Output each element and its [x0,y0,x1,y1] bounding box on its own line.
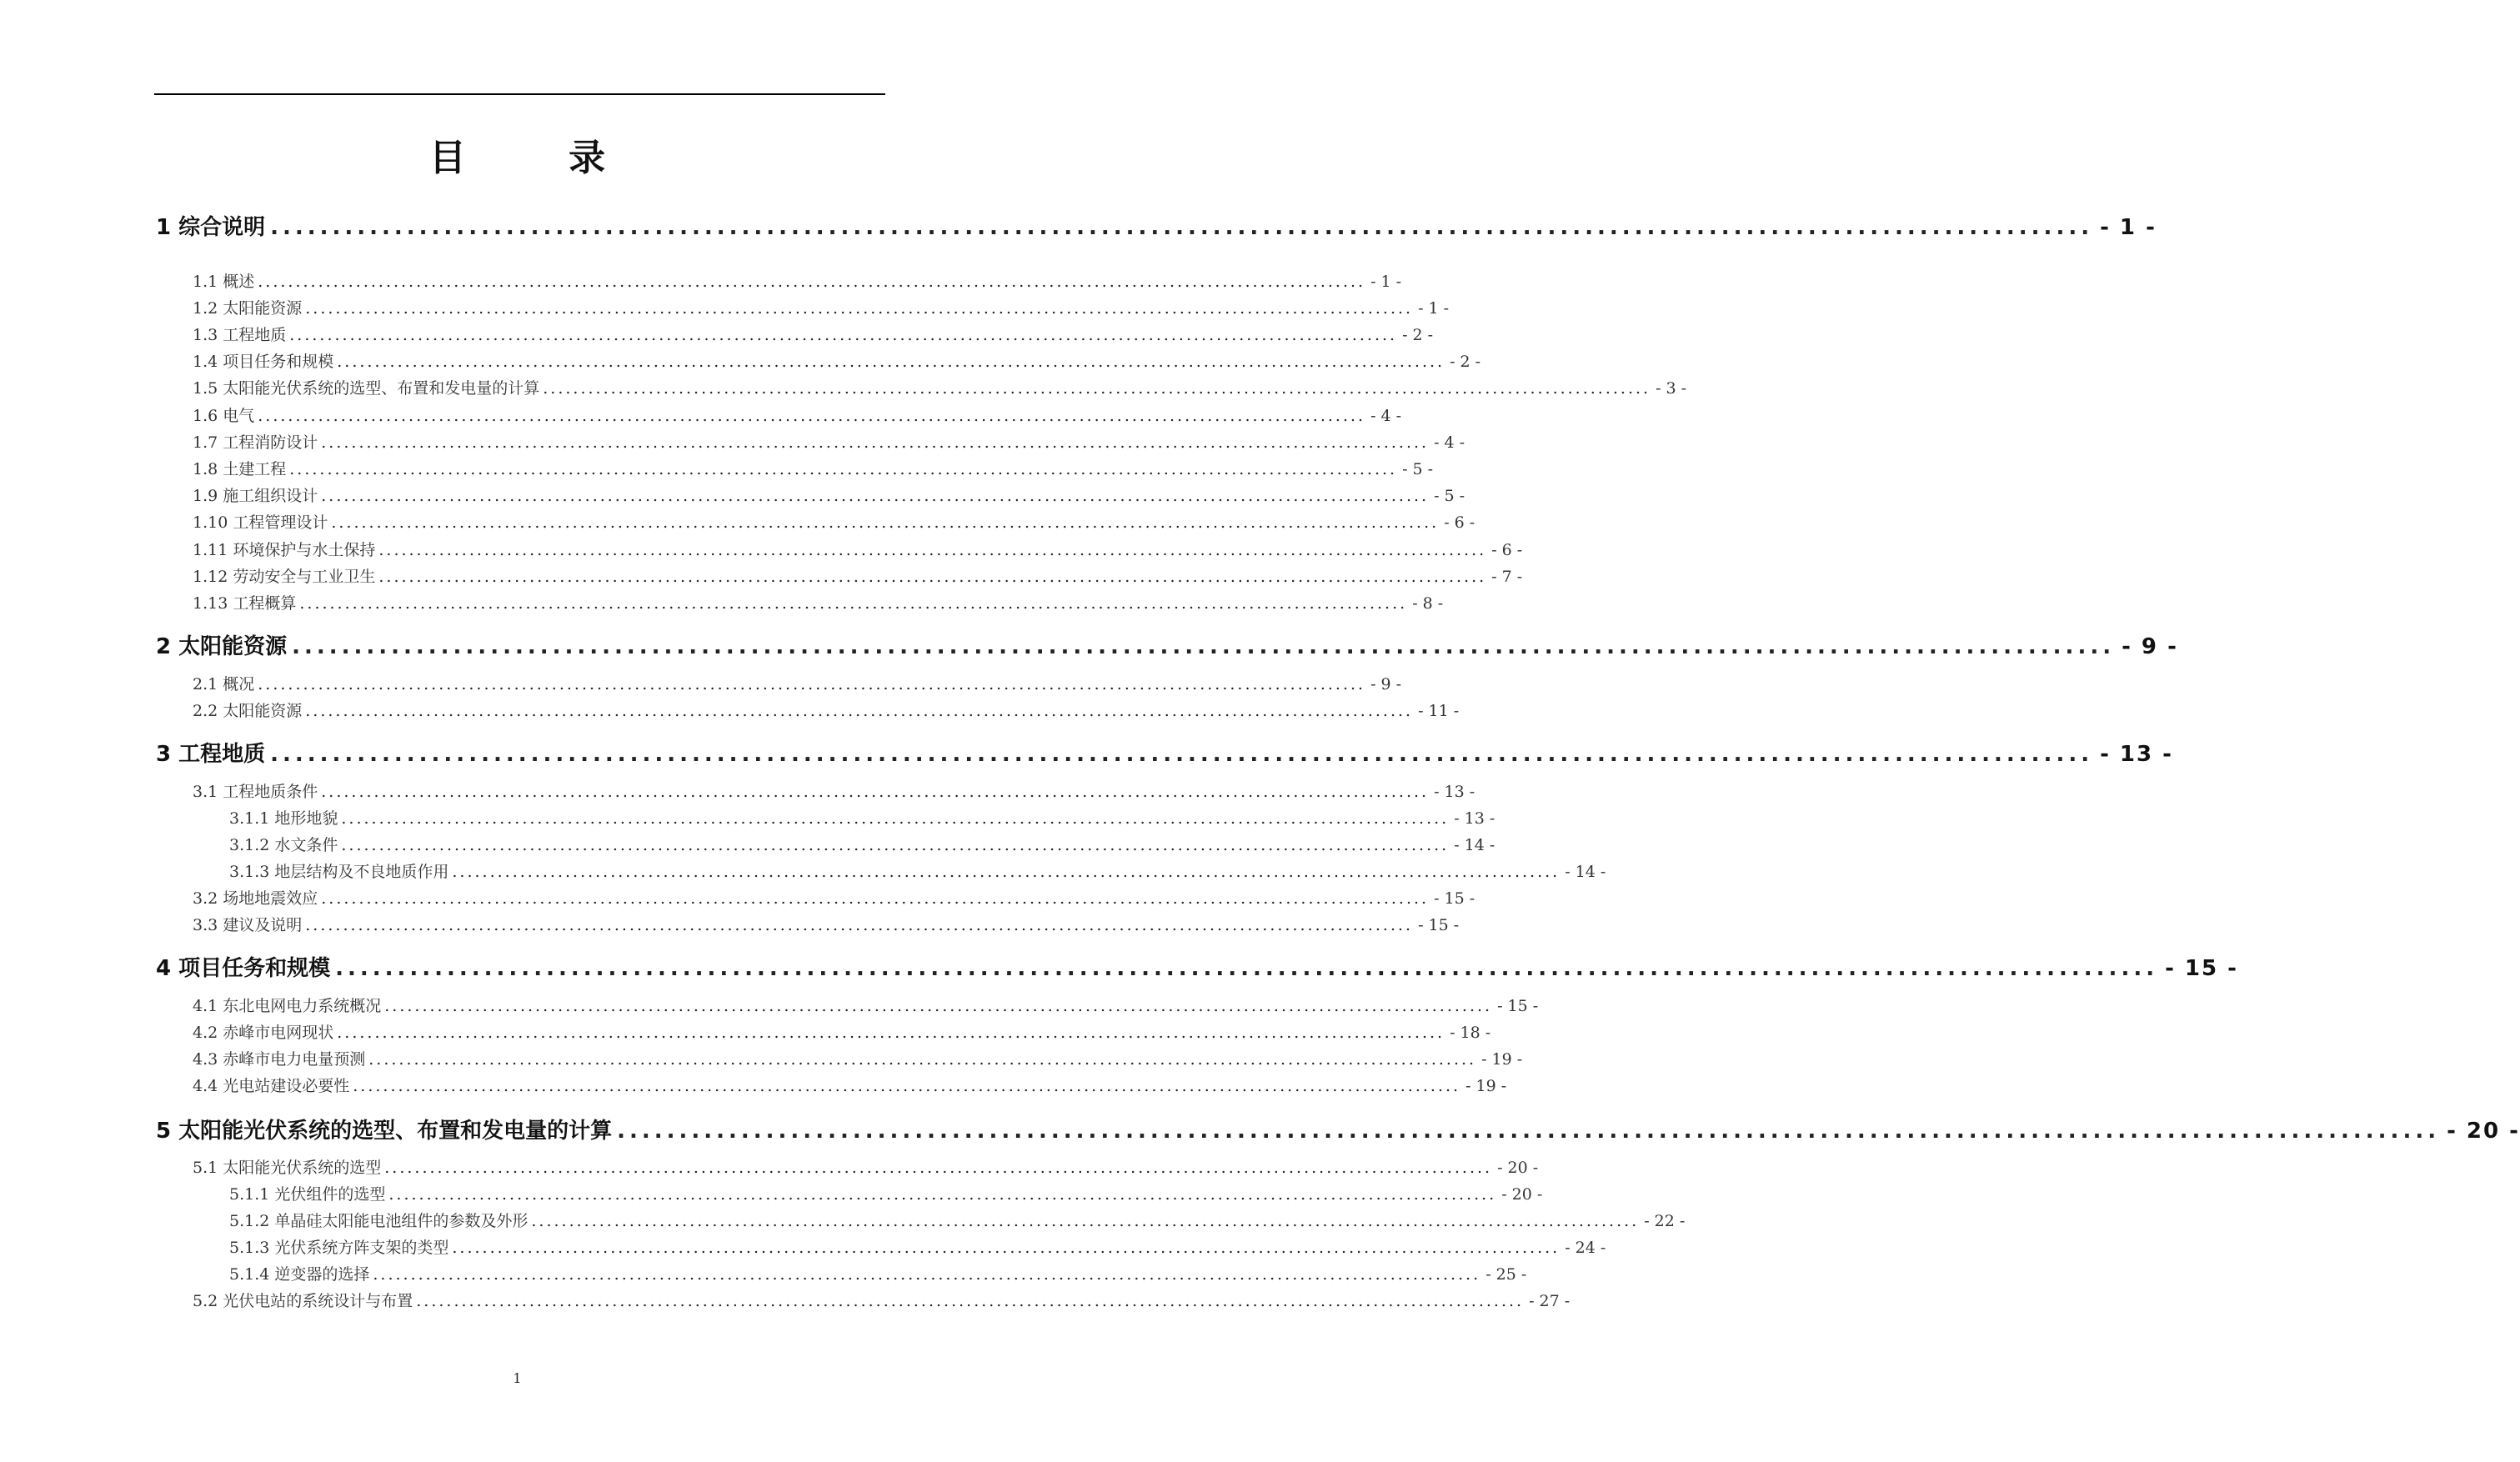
toc-entry-label: 3.3 建议及说明 [193,916,303,934]
toc-section-entry[interactable] [193,672,1402,694]
toc-entry-label: 3.2 场地地震效应 [193,889,318,908]
toc-entry-label: 5.1.4 逆变器的选择 [229,1265,370,1284]
toc-entry-label: 5 太阳能光伏系统的选型、布置和发电量的计算 [156,1119,613,1144]
toc-dot-leader: ................................................................................................................................................... [331,513,1440,532]
toc-entry-page: - 6 - [1491,541,1523,559]
toc-dot-leader: ................................................................................................................................................... [337,353,1445,371]
toc-entry-page: - 5 - [1434,487,1465,505]
toc-entry-label: 4.1 东北电网电力系统概况 [193,997,382,1015]
toc-entry-label: 3 工程地质 [156,742,266,767]
toc-dot-leader: ................................................................................................................................................... [270,742,2094,767]
toc-dot-leader: ................................................................................................................................................... [335,956,2159,981]
toc-section-entry[interactable] [193,349,1481,372]
toc-dot-leader: ................................................................................................................................................... [337,1024,1445,1042]
toc-entry-label: 1.13 工程概算 [193,594,297,613]
toc-title: 目 录 [428,137,639,179]
toc-entry-page: - 1 - [1418,299,1450,318]
toc-dot-leader: ................................................................................................................................................... [384,997,1493,1015]
toc-dot-leader: ................................................................................................................................................... [388,1185,1497,1204]
toc-entry-label: 3.1 工程地质条件 [193,783,318,801]
toc-entry-page: - 6 - [1444,513,1475,532]
toc-dot-leader: ................................................................................................................................................... [378,568,1487,586]
toc-dot-leader: ................................................................................................................................................... [452,1239,1561,1257]
toc-dot-leader: ................................................................................................................................................... [305,702,1414,720]
toc-dot-leader: ................................................................................................................................................... [341,809,1450,828]
toc-dot-leader: ................................................................................................................................................... [341,836,1450,854]
toc-entry-label: 1 综合说明 [156,215,266,240]
toc-entry-page: - 15 - [1497,997,1539,1015]
toc-entry-label: 5.1.2 单晶硅太阳能电池组件的参数及外形 [229,1212,529,1230]
toc-dot-leader: ................................................................................................................................................... [416,1292,1525,1310]
toc-dot-leader: ................................................................................................................................................... [321,487,1430,505]
toc-section-entry[interactable] [193,403,1402,426]
toc-section-entry[interactable] [193,269,1402,292]
header-rule [154,93,885,95]
toc-section-entry[interactable] [229,806,1495,829]
toc-chapter-entry[interactable] [156,951,2238,982]
toc-entry-label: 5.1.3 光伏系统方阵支架的类型 [229,1239,449,1257]
toc-entry-page: - 5 - [1402,460,1434,478]
toc-entry-label: 1.4 项目任务和规模 [193,353,334,371]
toc-dot-leader: ................................................................................................................................................... [258,407,1366,425]
toc-entry-page: - 22 - [1644,1212,1686,1230]
toc-entry-page: - 20 - [2447,1119,2520,1144]
toc-entry-label: 4.2 赤峰市电网现状 [193,1024,334,1042]
toc-section-entry[interactable] [193,1289,1571,1311]
toc-section-entry[interactable] [193,779,1475,802]
toc-entry-label: 1.2 太阳能资源 [193,299,303,318]
toc-entry-page: - 11 - [1418,702,1460,720]
toc-entry-label: 1.3 工程地质 [193,326,287,344]
toc-entry-page: - 20 - [1501,1185,1543,1204]
toc-section-entry[interactable] [193,376,1687,398]
toc-entry-page: - 1 - [2100,215,2157,240]
toc-entry-label: 2.2 太阳能资源 [193,702,303,720]
toc-chapter-entry[interactable] [156,629,2178,660]
toc-chapter-entry[interactable] [156,1114,2520,1144]
toc-entry-label: 5.1 太阳能光伏系统的选型 [193,1159,382,1177]
toc-section-entry[interactable] [193,296,1450,318]
toc-entry-page: - 27 - [1529,1292,1571,1310]
toc-section-entry[interactable] [229,859,1606,882]
toc-entry-label: 4 项目任务和规模 [156,956,331,981]
toc-section-entry[interactable] [193,564,1523,587]
toc-dot-leader: ................................................................................................................................................... [305,299,1414,318]
toc-entry-page: - 15 - [1418,916,1460,934]
toc-section-entry[interactable] [193,591,1444,613]
toc-entry-page: - 2 - [1402,326,1434,344]
toc-entry-page: - 9 - [1370,675,1402,693]
toc-section-entry[interactable] [193,538,1523,560]
toc-entry-page: - 1 - [1370,273,1402,291]
toc-dot-leader: ................................................................................................................................................... [321,433,1430,452]
toc-entry-page: - 25 - [1485,1265,1527,1284]
toc-section-entry[interactable] [193,1020,1491,1043]
toc-entry-page: - 14 - [1565,863,1606,881]
toc-entry-label: 2 太阳能资源 [156,634,288,659]
toc-dot-leader: ................................................................................................................................................... [531,1212,1640,1230]
toc-dot-leader: ................................................................................................................................................... [617,1119,2441,1144]
toc-entry-label: 1.5 太阳能光伏系统的选型、布置和发电量的计算 [193,379,540,398]
toc-dot-leader: ................................................................................................................................................... [292,634,2116,659]
toc-section-entry[interactable] [193,886,1475,909]
toc-entry-label: 1.9 施工组织设计 [193,487,318,505]
toc-entry-page: - 14 - [1454,836,1495,854]
page-number: 1 [513,1370,522,1386]
toc-section-entry[interactable] [193,510,1475,533]
toc-chapter-entry[interactable] [156,737,2173,768]
toc-section-entry[interactable] [229,1262,1527,1284]
toc-dot-leader: ................................................................................................................................................... [378,541,1487,559]
toc-dot-leader: ................................................................................................................................................... [270,215,2094,240]
toc-entry-page: - 7 - [1491,568,1523,586]
toc-section-entry[interactable] [193,430,1465,453]
toc-chapter-entry[interactable] [156,210,2157,241]
toc-dot-leader: ................................................................................................................................................... [373,1265,1481,1284]
toc-section-entry[interactable] [193,994,1539,1016]
toc-section-entry[interactable] [229,1209,1686,1231]
toc-entry-label: 3.1.1 地形地貌 [229,809,338,828]
toc-entry-page: - 24 - [1565,1239,1606,1257]
toc-entry-page: - 15 - [1434,889,1475,908]
toc-entry-label: 1.10 工程管理设计 [193,513,328,532]
toc-entry-label: 5.1.1 光伏组件的选型 [229,1185,386,1204]
toc-entry-label: 1.6 电气 [193,407,255,425]
toc-entry-label: 3.1.3 地层结构及不良地质作用 [229,863,449,881]
toc-entry-label: 4.4 光电站建设必要性 [193,1077,350,1095]
toc-dot-leader: ................................................................................................................................................... [289,460,1398,478]
toc-section-entry[interactable] [193,1047,1523,1069]
toc-entry-page: - 15 - [2165,956,2238,981]
toc-entry-page: - 9 - [2122,634,2178,659]
toc-dot-leader: ................................................................................................................................................... [321,889,1430,908]
toc-dot-leader: ................................................................................................................................................... [258,273,1366,291]
toc-section-entry[interactable] [193,323,1434,345]
toc-section-entry[interactable] [229,833,1495,855]
toc-dot-leader: ................................................................................................................................................... [452,863,1561,881]
toc-entry-page: - 8 - [1412,594,1444,613]
toc-entry-page: - 19 - [1465,1077,1507,1095]
toc-entry-page: - 13 - [2100,742,2173,767]
toc-section-entry[interactable] [193,457,1434,479]
toc-dot-leader: ................................................................................................................................................... [299,594,1408,613]
toc-entry-label: 1.7 工程消防设计 [193,433,318,452]
toc-entry-label: 4.3 赤峰市电力电量预测 [193,1050,366,1069]
toc-dot-leader: ................................................................................................................................................... [353,1077,1461,1095]
toc-section-entry[interactable] [229,1235,1606,1258]
toc-entry-page: - 3 - [1656,379,1687,398]
toc-entry-page: - 4 - [1434,433,1465,452]
toc-entry-page: - 19 - [1481,1050,1523,1069]
toc-entry-label: 5.2 光伏电站的系统设计与布置 [193,1292,413,1310]
toc-entry-label: 1.11 环境保护与水土保持 [193,541,376,559]
toc-entry-label: 1.8 土建工程 [193,460,287,478]
toc-section-entry[interactable] [193,483,1465,506]
toc-section-entry[interactable] [193,1074,1507,1096]
toc-entry-page: - 13 - [1434,783,1475,801]
toc-entry-label: 1.1 概述 [193,273,255,291]
toc-dot-leader: ................................................................................................................................................... [368,1050,1477,1069]
toc-entry-page: - 4 - [1370,407,1402,425]
toc-dot-leader: ................................................................................................................................................... [258,675,1366,693]
toc-entry-label: 2.1 概况 [193,675,255,693]
toc-entry-label: 1.12 劳动安全与工业卫生 [193,568,376,586]
toc-section-entry[interactable] [193,698,1460,721]
toc-dot-leader: ................................................................................................................................................... [289,326,1398,344]
toc-entry-label: 3.1.2 水文条件 [229,836,338,854]
toc-dot-leader: ................................................................................................................................................... [305,916,1414,934]
toc-entry-page: - 13 - [1454,809,1495,828]
toc-dot-leader: ................................................................................................................................................... [321,783,1430,801]
toc-section-entry[interactable] [229,1182,1543,1204]
toc-section-entry[interactable] [193,1155,1539,1178]
toc-entry-page: - 2 - [1450,353,1481,371]
toc-dot-leader: ................................................................................................................................................... [543,379,1651,398]
toc-entry-page: - 18 - [1450,1024,1491,1042]
toc-entry-page: - 20 - [1497,1159,1539,1177]
toc-section-entry[interactable] [193,913,1460,935]
toc-dot-leader: ................................................................................................................................................... [384,1159,1493,1177]
